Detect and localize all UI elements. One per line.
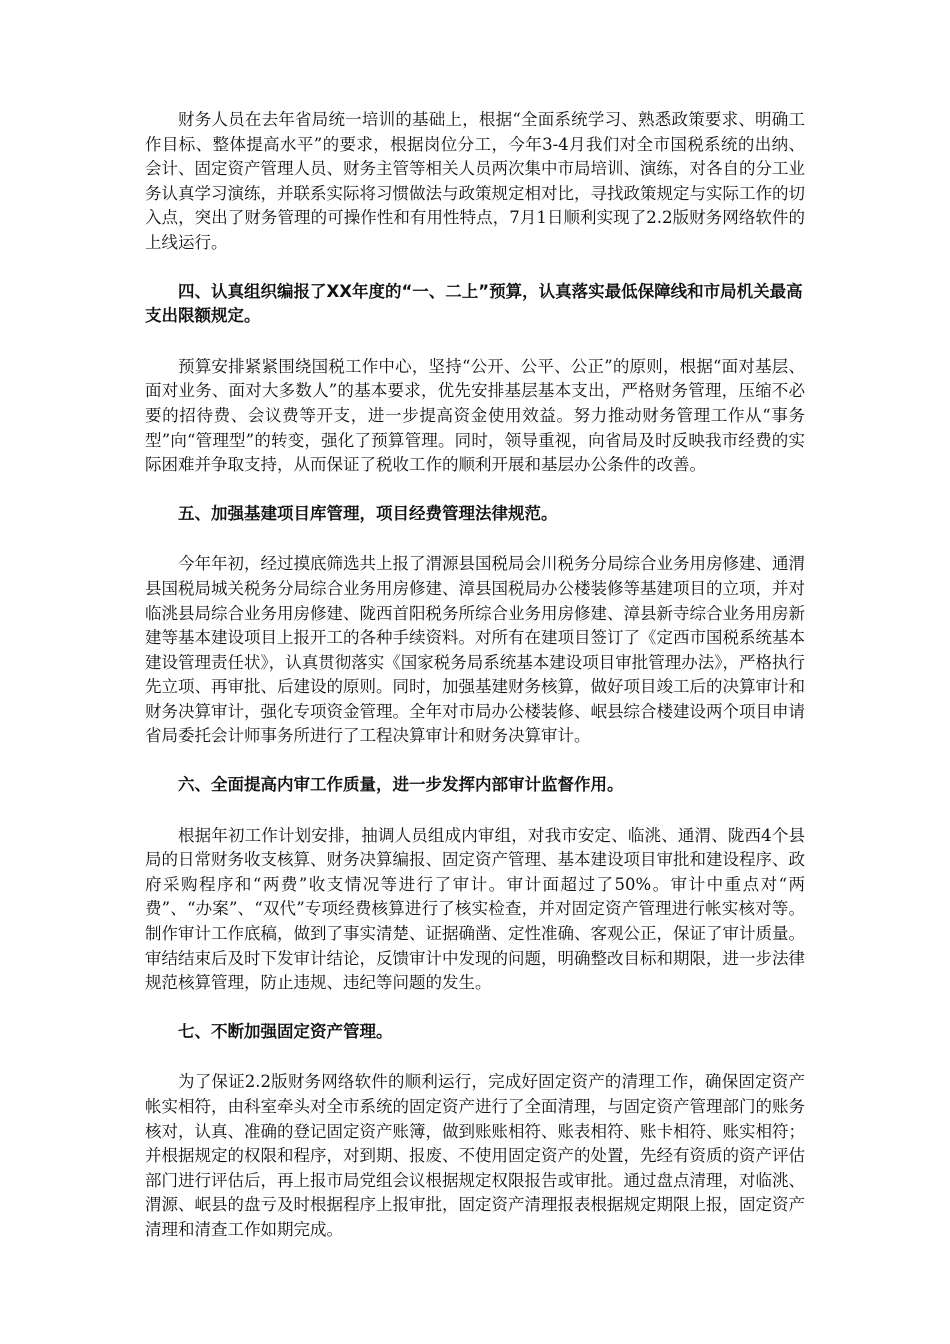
section-heading-6: 六、全面提高内审工作质量，进一步发挥内部审计监督作用。 [178,775,624,795]
section-heading-7: 七、不断加强固定资产管理。 [178,1021,393,1041]
paragraph-section-6: 根据年初工作计划安排，抽调人员组成内审组，对我市安定、临洮、通渭、陇西4个县局的日常财务收支核算、财务决算编报、固定资产管理、基本建设项目审批和建设程序、政府采购程序和“两费”收支情况等进行了审计。审计面超过了50%。审计中重点对“两费”、“办案”、“双代”专项经费核算进行了核实检查，并对固定资产管理进行帐实核对等。制作审计工作底稿，做到了事实清楚、证据确凿、定性准确、客观公正，保证了审计质量。审结结束后及时下发审计结论，反馈审计中发现的问题，明确整改目标和期限，进一步法律规范核算管理，防止违规、违纪等问题的发生。 [145,825,805,993]
section-heading-5: 五、加强基建项目库管理，项目经费管理法律规范。 [178,503,558,523]
document-page [145,108,805,1243]
paragraph-section-4: 预算安排紧紧围绕国税工作中心，坚持“公开、公平、公正”的原则，根据“面对基层、面对业务、面对大多数人”的基本要求，优先安排基层基本支出，严格财务管理，压缩不必要的招待费、会议费等开支，进一步提高资金使用效益。努力推动财务管理工作从“事务型”向“管理型”的转变，强化了预算管理。同时，领导重视，向省局及时反映我市经费的实际困难并争取支持，从而保证了税收工作的顺利开展和基层办公条件的改善。 [145,356,805,475]
paragraph-intro: 财务人员在去年省局统一培训的基础上，根据“全面系统学习、熟悉政策要求、明确工作目标、整体提高水平”的要求，根据岗位分工，今年3-4月我们对全市国税系统的出纳、会计、固定资产管理人员、财务主管等相关人员两次集中市局培训、演练，对各自的分工业务认真学习演练，并联系实际将习惯做法与政策规定相对比，寻找政策规定与实际工作的切入点，突出了财务管理的可操作性和有用性特点，7月1日顺利实现了2.2版财务网络软件的上线运行。 [145,110,805,252]
paragraph-section-5: 今年年初，经过摸底筛选共上报了渭源县国税局会川税务分局综合业务用房修建、通渭县国税局城关税务分局综合业务用房修建、漳县国税局办公楼装修等基建项目的立项，并对临洮县局综合业务用房修建、陇西首阳税务所综合业务用房修建、漳县新寺综合业务用房新建等基本建设项目上报开工的各种手续资料。对所有在建项目签订了《定西市国税系统基本建设管理责任状》，认真贯彻落实《国家税务局系统基本建设项目审批管理办法》，严格执行先立项、再审批、后建设的原则。同时，加强基建财务核算，做好项目竣工后的决算审计和财务决算审计，强化专项资金管理。全年对市局办公楼装修、岷县综合楼建设两个项目申请省局委托会计师事务所进行了工程决算审计和财务决算审计。 [145,554,805,746]
paragraph-section-7: 为了保证2.2版财务网络软件的顺利运行，完成好固定资产的清理工作，确保固定资产帐实相符，由科室牵头对全市系统的固定资产进行了全面清理，与固定资产管理部门的账务核对，认真、准确的登记固定资产账簿，做到账账相符、账表相符、账卡相符、账实相符；并根据规定的权限和程序，对到期、报废、不使用固定资产的处置，先经有资质的资产评估部门进行评估后，再上报市局党组会议根据规定权限报告或审批。通过盘点清理，对临洮、渭源、岷县的盘亏及时根据程序上报审批，固定资产清理报表根据规定期限上报，固定资产清理和清查工作如期完成。 [145,1072,805,1239]
section-heading-4: 四、认真组织编报了XX年度的“一、二上”预算，认真落实最低保障线和市局机关最高支出限额规定。 [145,281,803,326]
